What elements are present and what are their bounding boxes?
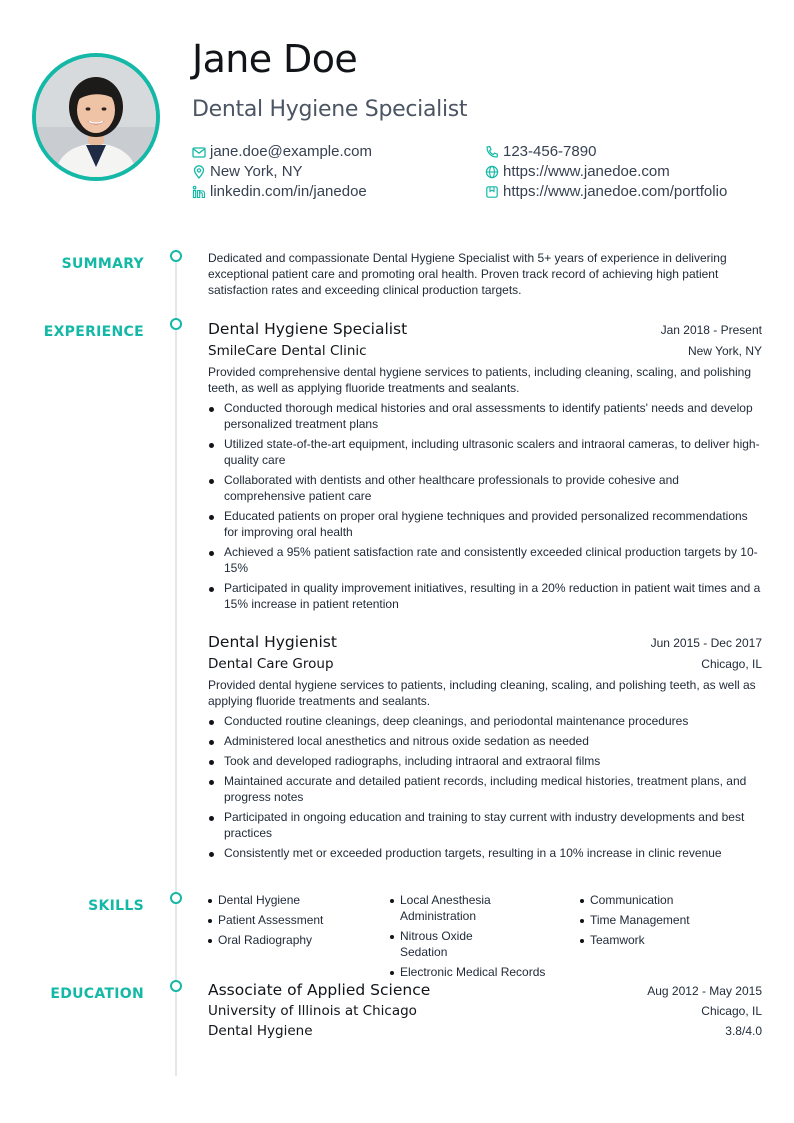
job-bullet-text: Educated patients on proper oral hygiene techniques and provided personalized recommendations for improving oral health (224, 509, 748, 539)
summary-section (208, 250, 762, 298)
job-bullet (208, 544, 762, 576)
section-heading-summary: SUMMARY (61, 256, 144, 272)
bullet-icon (209, 515, 214, 520)
job-description: Provided dental hygiene services to patients, including cleaning, scaling, and polishing teeth, as well as applying fluoride treatments and sealants. (208, 678, 756, 708)
job-bullet-text: Conducted thorough medical histories and oral assessments to identify patients' needs and develop personalized treatment plans (224, 401, 753, 431)
job-bullet (208, 845, 762, 861)
job-dates: Jan 2018 - Present (660, 323, 762, 337)
job-bullet-text: Consistently met or exceeded production targets, resulting in a 10% increase in clinic revenue (224, 846, 722, 860)
profile-photo (32, 53, 160, 181)
candidate-name: Jane Doe (192, 37, 358, 81)
mail-icon (192, 145, 206, 159)
education-school: University of Illinois at Chicago (208, 1003, 417, 1019)
bullet-icon (580, 939, 584, 943)
bullet-icon (209, 551, 214, 556)
contact-website-text: https://www.janedoe.com (503, 163, 670, 180)
bullet-icon (209, 587, 214, 592)
bullet-icon (209, 443, 214, 448)
education-entry (208, 981, 762, 1039)
contact-linkedin-text: linkedin.com/in/janedoe (210, 183, 367, 200)
bullet-icon (208, 919, 212, 923)
job-bullet (208, 713, 762, 729)
section-heading-education: EDUCATION (50, 986, 144, 1002)
skill-item (580, 892, 762, 908)
job-title: Dental Hygiene Specialist (208, 320, 408, 338)
job-description: Provided comprehensive dental hygiene services to patients, including cleaning, scaling, and polishing teeth, as well as applying fluoride treatments and sealants. (208, 365, 751, 395)
job-bullet (208, 472, 762, 504)
education-dates: Aug 2012 - May 2015 (647, 984, 762, 998)
job-bullet-text: Achieved a 95% patient satisfaction rate and consistently exceeded clinical production targets by 10-15% (224, 545, 758, 575)
job-bullet-list (208, 713, 762, 861)
bullet-icon (390, 935, 394, 939)
skill-item (208, 932, 390, 948)
job-company: Dental Care Group (208, 656, 334, 672)
job-company: SmileCare Dental Clinic (208, 343, 367, 359)
summary-text: Dedicated and compassionate Dental Hygiene Specialist with 5+ years of experience in delivering exceptional patient care and promoting oral health. Proven track record of achieving high patient satisfaction rates and exceeding clinical production targets. (208, 251, 727, 297)
job-bullet (208, 809, 762, 841)
job-bullet-text: Conducted routine cleanings, deep cleanings, and periodontal maintenance procedures (224, 714, 689, 728)
job-bullet (208, 733, 762, 749)
job-location: New York, NY (687, 344, 762, 358)
skill-text: Oral Radiography (218, 933, 313, 947)
skill-item (390, 892, 510, 924)
job-bullet (208, 400, 762, 432)
bullet-icon (580, 899, 584, 903)
education-degree: Associate of Applied Science (208, 981, 431, 999)
job-bullet-list (208, 400, 762, 612)
job-bullet (208, 508, 762, 540)
bullet-icon (209, 479, 214, 484)
job-bullet (208, 436, 762, 468)
section-heading-skills: SKILLS (88, 898, 144, 914)
education-gpa: 3.8/4.0 (725, 1024, 762, 1038)
experience-entry (208, 319, 762, 616)
job-bullet-text: Maintained accurate and detailed patient records, including medical histories, treatment plans, and progress notes (224, 774, 747, 804)
linkedin-icon (192, 185, 206, 199)
job-bullet-text: Participated in ongoing education and training to stay current with industry developments and best practices (224, 810, 745, 840)
skill-text: Local Anesthesia Administration (400, 893, 491, 923)
skills-column (390, 892, 570, 984)
bullet-icon (208, 899, 212, 903)
bullet-icon (209, 816, 214, 821)
job-bullet (208, 753, 762, 769)
job-title: Dental Hygienist (208, 633, 337, 651)
contact-website[interactable] (485, 162, 670, 182)
skill-text: Time Management (590, 913, 690, 927)
skill-item (580, 932, 762, 948)
bullet-icon (209, 852, 214, 857)
bullet-icon (208, 939, 212, 943)
job-bullet-text: Collaborated with dentists and other healthcare professionals to provide cohesive and comprehensive patient care (224, 473, 679, 503)
skill-item (580, 912, 762, 928)
skill-item (208, 912, 390, 928)
timeline-line (175, 262, 177, 1076)
job-bullet-text: Participated in quality improvement initiatives, resulting in a 20% reduction in patient wait times and a 15% increase in patient retention (224, 581, 761, 611)
job-location: Chicago, IL (701, 657, 762, 671)
skills-column (208, 892, 390, 984)
contact-portfolio-text: https://www.janedoe.com/portfolio (503, 183, 728, 200)
contact-phone-text: 123-456-7890 (503, 143, 597, 160)
skill-text: Patient Assessment (218, 913, 324, 927)
skill-text: Electronic Medical Records (400, 965, 546, 979)
contact-email[interactable] (192, 142, 372, 162)
timeline-dot-education (170, 980, 182, 992)
contact-location (192, 162, 303, 182)
education-location: Chicago, IL (701, 1004, 762, 1018)
bullet-icon (209, 407, 214, 412)
job-bullet-text: Administered local anesthetics and nitrous oxide sedation as needed (224, 734, 589, 748)
experience-entry (208, 632, 762, 865)
portfolio-icon (485, 185, 499, 199)
job-dates: Jun 2015 - Dec 2017 (650, 636, 762, 650)
contact-phone[interactable] (485, 142, 596, 162)
timeline-dot-skills (170, 892, 182, 904)
contact-location-text: New York, NY (210, 163, 303, 180)
education-field: Dental Hygiene (208, 1023, 313, 1039)
job-bullet (208, 773, 762, 805)
profile-photo-illustration (36, 57, 156, 177)
globe-icon (485, 165, 499, 179)
contact-portfolio[interactable] (485, 182, 727, 202)
skill-text: Communication (590, 893, 674, 907)
skill-item (208, 892, 390, 908)
skill-text: Dental Hygiene (218, 893, 301, 907)
bullet-icon (209, 760, 214, 765)
timeline-dot-summary (170, 250, 182, 262)
contact-email-text: jane.doe@example.com (210, 143, 372, 160)
phone-icon (485, 145, 499, 159)
job-bullet-text: Took and developed radiographs, including intraoral and extraoral films (224, 754, 601, 768)
skill-text: Teamwork (590, 933, 645, 947)
skill-item (390, 928, 510, 960)
job-bullet-text: Utilized state-of-the-art equipment, including ultrasonic scalers and intraoral cameras, to deliver high-quality care (224, 437, 760, 467)
bullet-icon (209, 720, 214, 725)
job-bullet (208, 580, 762, 612)
skill-text: Nitrous Oxide Sedation (400, 929, 473, 959)
skills-column (580, 892, 762, 984)
map-pin-icon (192, 165, 206, 179)
timeline-dot-experience (170, 318, 182, 330)
skill-item (390, 964, 546, 980)
bullet-icon (209, 740, 214, 745)
bullet-icon (209, 780, 214, 785)
candidate-headline: Dental Hygiene Specialist (192, 97, 468, 122)
bullet-icon (580, 919, 584, 923)
skills-section (208, 892, 762, 984)
bullet-icon (390, 899, 394, 903)
section-heading-experience: EXPERIENCE (43, 324, 144, 340)
bullet-icon (390, 971, 394, 975)
contact-linkedin[interactable] (192, 182, 367, 202)
